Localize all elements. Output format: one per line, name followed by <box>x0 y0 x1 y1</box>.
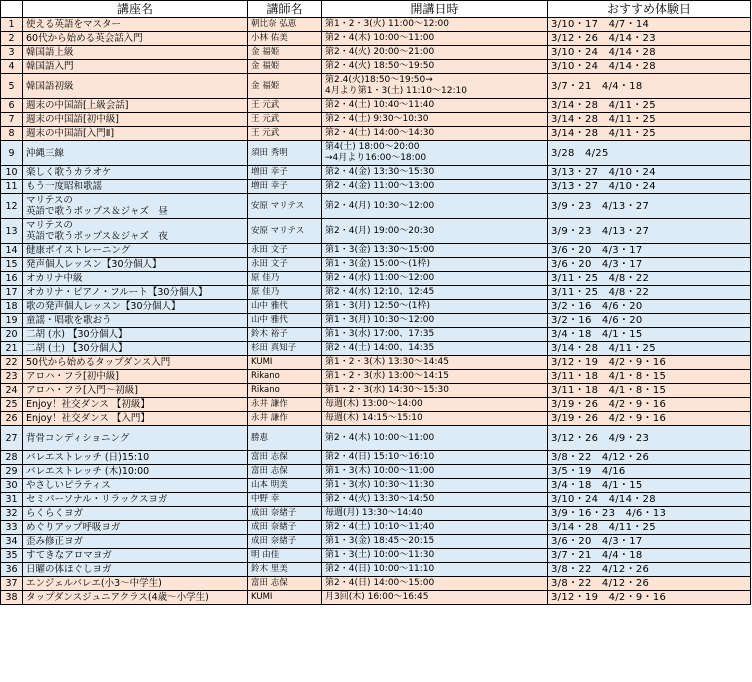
schedule: 第2・4(土) 9:30～10:30 <box>322 113 548 127</box>
row-number: 17 <box>1 286 23 300</box>
row-number: 16 <box>1 272 23 286</box>
course-name: 二胡 (土) 【30分個人】 <box>23 342 248 356</box>
course-name: マリテスの 英語で歌うポップス＆ジャズ 昼 <box>23 194 248 219</box>
table-row <box>1 258 751 272</box>
row-number: 34 <box>1 535 23 549</box>
schedule: 第2・4(金) 11:00～13:00 <box>322 180 548 194</box>
schedule: 毎週(木) 13:00～14:00 <box>322 398 548 412</box>
table-row <box>1 60 751 74</box>
table-row <box>1 479 751 493</box>
teacher-name: 王 元武 <box>248 127 322 141</box>
table-row <box>1 591 751 605</box>
trial-dates: 3/6・20 4/3・17 <box>548 244 751 258</box>
table-row <box>1 74 751 99</box>
course-name: バレエストレッチ (日)15:10 <box>23 451 248 465</box>
row-number: 27 <box>1 426 23 451</box>
trial-dates: 3/7・21 4/4・18 <box>548 549 751 563</box>
row-number: 37 <box>1 577 23 591</box>
trial-dates: 3/9・23 4/13・27 <box>548 194 751 219</box>
trial-dates: 3/12・19 4/2・9・16 <box>548 356 751 370</box>
course-name: もう一度昭和歌謡 <box>23 180 248 194</box>
trial-dates: 3/14・28 4/11・25 <box>548 113 751 127</box>
schedule: 毎週(月) 13:30～14:40 <box>322 507 548 521</box>
trial-dates: 3/8・22 4/12・26 <box>548 563 751 577</box>
trial-dates: 3/11・25 4/8・22 <box>548 286 751 300</box>
table-body <box>1 18 751 605</box>
schedule: 第2・4(火) 20:00～21:00 <box>322 46 548 60</box>
row-number: 6 <box>1 99 23 113</box>
table-row <box>1 272 751 286</box>
schedule: 第2・4(金) 13:30～15:30 <box>322 166 548 180</box>
course-name: オカリナ中級 <box>23 272 248 286</box>
row-number: 21 <box>1 342 23 356</box>
table-row <box>1 194 751 219</box>
teacher-name: KUMI <box>248 356 322 370</box>
schedule: 第2・4(土) 10:10～11:40 <box>322 521 548 535</box>
table-row <box>1 180 751 194</box>
trial-dates: 3/14・28 4/11・25 <box>548 342 751 356</box>
teacher-name: 中野 幸 <box>248 493 322 507</box>
teacher-name: 永田 文子 <box>248 258 322 272</box>
course-name: バレエストレッチ (木)10:00 <box>23 465 248 479</box>
course-name: エンジェルバレエ(小3～中学生) <box>23 577 248 591</box>
row-number: 18 <box>1 300 23 314</box>
schedule: 第2・4(月) 19:00～20:30 <box>322 219 548 244</box>
schedule: 第1・2・3(水) 13:00～14:15 <box>322 370 548 384</box>
teacher-name: 安原 マリテス <box>248 219 322 244</box>
table-row <box>1 219 751 244</box>
table-row <box>1 398 751 412</box>
schedule: 第1・3(月) 12:50～(1枠) <box>322 300 548 314</box>
course-name: 歌の発声個人レッスン【30分個人】 <box>23 300 248 314</box>
course-name: 童謡・唱歌を歌おう <box>23 314 248 328</box>
table-row <box>1 127 751 141</box>
trial-dates: 3/13・27 4/10・24 <box>548 180 751 194</box>
header-no <box>1 1 23 18</box>
schedule: 第1・2・3(火) 11:00～12:00 <box>322 18 548 32</box>
teacher-name: 金 福姫 <box>248 60 322 74</box>
trial-dates: 3/10・24 4/14・28 <box>548 493 751 507</box>
course-name: すてきなアロマヨガ <box>23 549 248 563</box>
trial-dates: 3/12・26 4/14・23 <box>548 32 751 46</box>
schedule: 第2・4(月) 10:30～12:00 <box>322 194 548 219</box>
trial-dates: 3/7・21 4/4・18 <box>548 74 751 99</box>
course-name: 韓国語上級 <box>23 46 248 60</box>
teacher-name: 原 佳乃 <box>248 272 322 286</box>
table-row <box>1 113 751 127</box>
trial-dates: 3/10・17 4/7・14 <box>548 18 751 32</box>
schedule: 第2・4(土) 10:40～11:40 <box>322 99 548 113</box>
table-row <box>1 521 751 535</box>
table-row <box>1 99 751 113</box>
row-number: 30 <box>1 479 23 493</box>
schedule: 第1・3(月) 10:30～12:00 <box>322 314 548 328</box>
schedule: 第2・4(土) 14:00、14:35 <box>322 342 548 356</box>
schedule: 第2・4(木) 10:00～11:00 <box>322 426 548 451</box>
trial-dates: 3/4・18 4/1・15 <box>548 328 751 342</box>
teacher-name: 金 福姫 <box>248 46 322 60</box>
row-number: 5 <box>1 74 23 99</box>
schedule: 月3回(木) 16:00～16:45 <box>322 591 548 605</box>
table-row <box>1 493 751 507</box>
row-number: 23 <box>1 370 23 384</box>
course-name: 60代から始める英会話入門 <box>23 32 248 46</box>
course-name: 健康ボイストレーニング <box>23 244 248 258</box>
row-number: 38 <box>1 591 23 605</box>
teacher-name: 明 由佳 <box>248 549 322 563</box>
course-name: めぐりアップ呼吸ヨガ <box>23 521 248 535</box>
trial-dates: 3/5・19 4/16 <box>548 465 751 479</box>
teacher-name: 山本 明美 <box>248 479 322 493</box>
table-row <box>1 300 751 314</box>
table-row <box>1 46 751 60</box>
course-name: 50代から始めるタップダンス入門 <box>23 356 248 370</box>
teacher-name: 須田 秀明 <box>248 141 322 166</box>
course-name: 沖縄三線 <box>23 141 248 166</box>
table-row <box>1 370 751 384</box>
trial-dates: 3/9・16・23 4/6・13 <box>548 507 751 521</box>
schedule: 毎週(木) 14:15～15:10 <box>322 412 548 426</box>
teacher-name: Rikano <box>248 384 322 398</box>
header-teacher: 講師名 <box>248 1 322 18</box>
schedule: 第1・2・3(木) 13:30～14:45 <box>322 356 548 370</box>
schedule: 第1・3(金) 15:00～(1枠) <box>322 258 548 272</box>
course-name: 韓国語初級 <box>23 74 248 99</box>
row-number: 22 <box>1 356 23 370</box>
schedule: 第2・4(日) 10:00～11:10 <box>322 563 548 577</box>
row-number: 24 <box>1 384 23 398</box>
course-name: Enjoy！社交ダンス 【初級】 <box>23 398 248 412</box>
teacher-name: 王 元武 <box>248 113 322 127</box>
teacher-name: 朝比奈 弘恵 <box>248 18 322 32</box>
teacher-name: 永田 文子 <box>248 244 322 258</box>
trial-dates: 3/19・26 4/2・9・16 <box>548 398 751 412</box>
schedule: 第2・4(木) 10:00～11:00 <box>322 32 548 46</box>
teacher-name: 富田 志保 <box>248 577 322 591</box>
row-number: 20 <box>1 328 23 342</box>
trial-dates: 3/14・28 4/11・25 <box>548 127 751 141</box>
trial-dates: 3/6・20 4/3・17 <box>548 535 751 549</box>
teacher-name: KUMI <box>248 591 322 605</box>
table-row <box>1 465 751 479</box>
trial-dates: 3/19・26 4/2・9・16 <box>548 412 751 426</box>
teacher-name: 成田 奈緒子 <box>248 507 322 521</box>
schedule: 第4(土) 18:00～20:00 →4月より16:00～18:00 <box>322 141 548 166</box>
table-row <box>1 451 751 465</box>
row-number: 26 <box>1 412 23 426</box>
row-number: 19 <box>1 314 23 328</box>
course-name: 日曜の体ほぐしヨガ <box>23 563 248 577</box>
schedule: 第1・3(木) 10:00～11:00 <box>322 465 548 479</box>
teacher-name: 増田 幸子 <box>248 166 322 180</box>
teacher-name: 永井 謙作 <box>248 398 322 412</box>
table-row <box>1 328 751 342</box>
header-row <box>1 1 751 18</box>
teacher-name: 王 元武 <box>248 99 322 113</box>
course-name: マリテスの 英語で歌うポップス＆ジャズ 夜 <box>23 219 248 244</box>
trial-dates: 3/8・22 4/12・26 <box>548 451 751 465</box>
course-name: アロハ・フラ[入門～初級] <box>23 384 248 398</box>
row-number: 29 <box>1 465 23 479</box>
teacher-name: 増田 幸子 <box>248 180 322 194</box>
schedule: 第2.4(火)18:50～19:50→ 4月より第1・3(土) 11:10～12:10 <box>322 74 548 99</box>
teacher-name: 安原 マリテス <box>248 194 322 219</box>
teacher-name: 富田 志保 <box>248 451 322 465</box>
table-row <box>1 342 751 356</box>
table-row <box>1 563 751 577</box>
course-name: 週末の中国語[入門Ⅱ] <box>23 127 248 141</box>
row-number: 10 <box>1 166 23 180</box>
teacher-name: 山中 雅代 <box>248 314 322 328</box>
course-name: 二胡 (水) 【30分個人】 <box>23 328 248 342</box>
table-row <box>1 426 751 451</box>
table-row <box>1 384 751 398</box>
teacher-name: 永井 謙作 <box>248 412 322 426</box>
table-row <box>1 314 751 328</box>
course-name: 週末の中国語[初中級] <box>23 113 248 127</box>
row-number: 28 <box>1 451 23 465</box>
schedule: 第2・4(土) 14:00～14:30 <box>322 127 548 141</box>
course-name: 歪み修正ヨガ <box>23 535 248 549</box>
trial-dates: 3/10・24 4/14・28 <box>548 46 751 60</box>
row-number: 12 <box>1 194 23 219</box>
schedule: 第2・4(水) 12:10、12:45 <box>322 286 548 300</box>
row-number: 2 <box>1 32 23 46</box>
header-course: 講座名 <box>23 1 248 18</box>
teacher-name: 勝恵 <box>248 426 322 451</box>
trial-dates: 3/13・27 4/10・24 <box>548 166 751 180</box>
table-row <box>1 356 751 370</box>
teacher-name: 山中 雅代 <box>248 300 322 314</box>
trial-dates: 3/2・16 4/6・20 <box>548 314 751 328</box>
teacher-name: 鈴木 里美 <box>248 563 322 577</box>
trial-dates: 3/11・25 4/8・22 <box>548 272 751 286</box>
row-number: 15 <box>1 258 23 272</box>
table-row <box>1 166 751 180</box>
table-row <box>1 549 751 563</box>
table-row <box>1 141 751 166</box>
row-number: 11 <box>1 180 23 194</box>
schedule: 第2・4(火) 13:30～14:50 <box>322 493 548 507</box>
table-row <box>1 32 751 46</box>
trial-dates: 3/14・28 4/11・25 <box>548 521 751 535</box>
course-name: オカリナ・ピアノ・フルート【30分個人】 <box>23 286 248 300</box>
course-name: 楽しく歌うカラオケ <box>23 166 248 180</box>
table-row <box>1 286 751 300</box>
course-name: アロハ・フラ[初中級] <box>23 370 248 384</box>
row-number: 4 <box>1 60 23 74</box>
table-row <box>1 577 751 591</box>
trial-dates: 3/12・26 4/9・23 <box>548 426 751 451</box>
trial-dates: 3/2・16 4/6・20 <box>548 300 751 314</box>
trial-dates: 3/4・18 4/1・15 <box>548 479 751 493</box>
teacher-name: 鈴木 裕子 <box>248 328 322 342</box>
table-row <box>1 535 751 549</box>
trial-dates: 3/11・18 4/1・8・15 <box>548 384 751 398</box>
table-row <box>1 507 751 521</box>
trial-dates: 3/8・22 4/12・26 <box>548 577 751 591</box>
course-name: タップダンスジュニアクラス(4歳～小学生) <box>23 591 248 605</box>
row-number: 7 <box>1 113 23 127</box>
teacher-name: 成田 奈緒子 <box>248 521 322 535</box>
row-number: 36 <box>1 563 23 577</box>
schedule: 第2・4(火) 18:50～19:50 <box>322 60 548 74</box>
course-name: 背骨コンディショニング <box>23 426 248 451</box>
schedule: 第1・3(水) 10:30～11:30 <box>322 479 548 493</box>
course-name: らくらくヨガ <box>23 507 248 521</box>
course-name: やさしいピラティス <box>23 479 248 493</box>
trial-dates: 3/14・28 4/11・25 <box>548 99 751 113</box>
teacher-name: Rikano <box>248 370 322 384</box>
trial-dates: 3/10・24 4/14・28 <box>548 60 751 74</box>
course-name: 使える英語をマスター <box>23 18 248 32</box>
row-number: 8 <box>1 127 23 141</box>
schedule: 第1・3(金) 18:45～20:15 <box>322 535 548 549</box>
table-row <box>1 18 751 32</box>
course-name: 週末の中国語[上級会話] <box>23 99 248 113</box>
schedule: 第2・4(水) 11:00～12:00 <box>322 272 548 286</box>
row-number: 35 <box>1 549 23 563</box>
trial-dates: 3/6・20 4/3・17 <box>548 258 751 272</box>
trial-dates: 3/11・18 4/1・8・15 <box>548 370 751 384</box>
row-number: 13 <box>1 219 23 244</box>
teacher-name: 小林 佑美 <box>248 32 322 46</box>
schedule: 第1・3(土) 10:00～11:30 <box>322 549 548 563</box>
trial-dates: 3/9・23 4/13・27 <box>548 219 751 244</box>
trial-dates: 3/12・19 4/2・9・16 <box>548 591 751 605</box>
teacher-name: 金 福姫 <box>248 74 322 99</box>
row-number: 33 <box>1 521 23 535</box>
row-number: 31 <box>1 493 23 507</box>
row-number: 1 <box>1 18 23 32</box>
row-number: 14 <box>1 244 23 258</box>
teacher-name: 原 佳乃 <box>248 286 322 300</box>
schedule: 第1・3(金) 13:30～15:00 <box>322 244 548 258</box>
teacher-name: 杉田 真知子 <box>248 342 322 356</box>
course-name: 韓国語入門 <box>23 60 248 74</box>
schedule: 第2・4(日) 14:00～15:00 <box>322 577 548 591</box>
row-number: 9 <box>1 141 23 166</box>
teacher-name: 富田 志保 <box>248 465 322 479</box>
course-name: セミパーソナル・リラックスヨガ <box>23 493 248 507</box>
row-number: 25 <box>1 398 23 412</box>
schedule: 第1・2・3(水) 14:30～15:30 <box>322 384 548 398</box>
row-number: 3 <box>1 46 23 60</box>
table-row <box>1 244 751 258</box>
table-row <box>1 412 751 426</box>
course-name: 発声個人レッスン【30分個人】 <box>23 258 248 272</box>
header-schedule: 開講日時 <box>322 1 548 18</box>
row-number: 32 <box>1 507 23 521</box>
schedule: 第2・4(日) 15:10～16:10 <box>322 451 548 465</box>
teacher-name: 成田 奈緒子 <box>248 535 322 549</box>
trial-dates: 3/28 4/25 <box>548 141 751 166</box>
schedule: 第1・3(水) 17:00、17:35 <box>322 328 548 342</box>
course-name: Enjoy！社交ダンス 【入門】 <box>23 412 248 426</box>
header-trial: おすすめ体験日 <box>548 1 751 18</box>
